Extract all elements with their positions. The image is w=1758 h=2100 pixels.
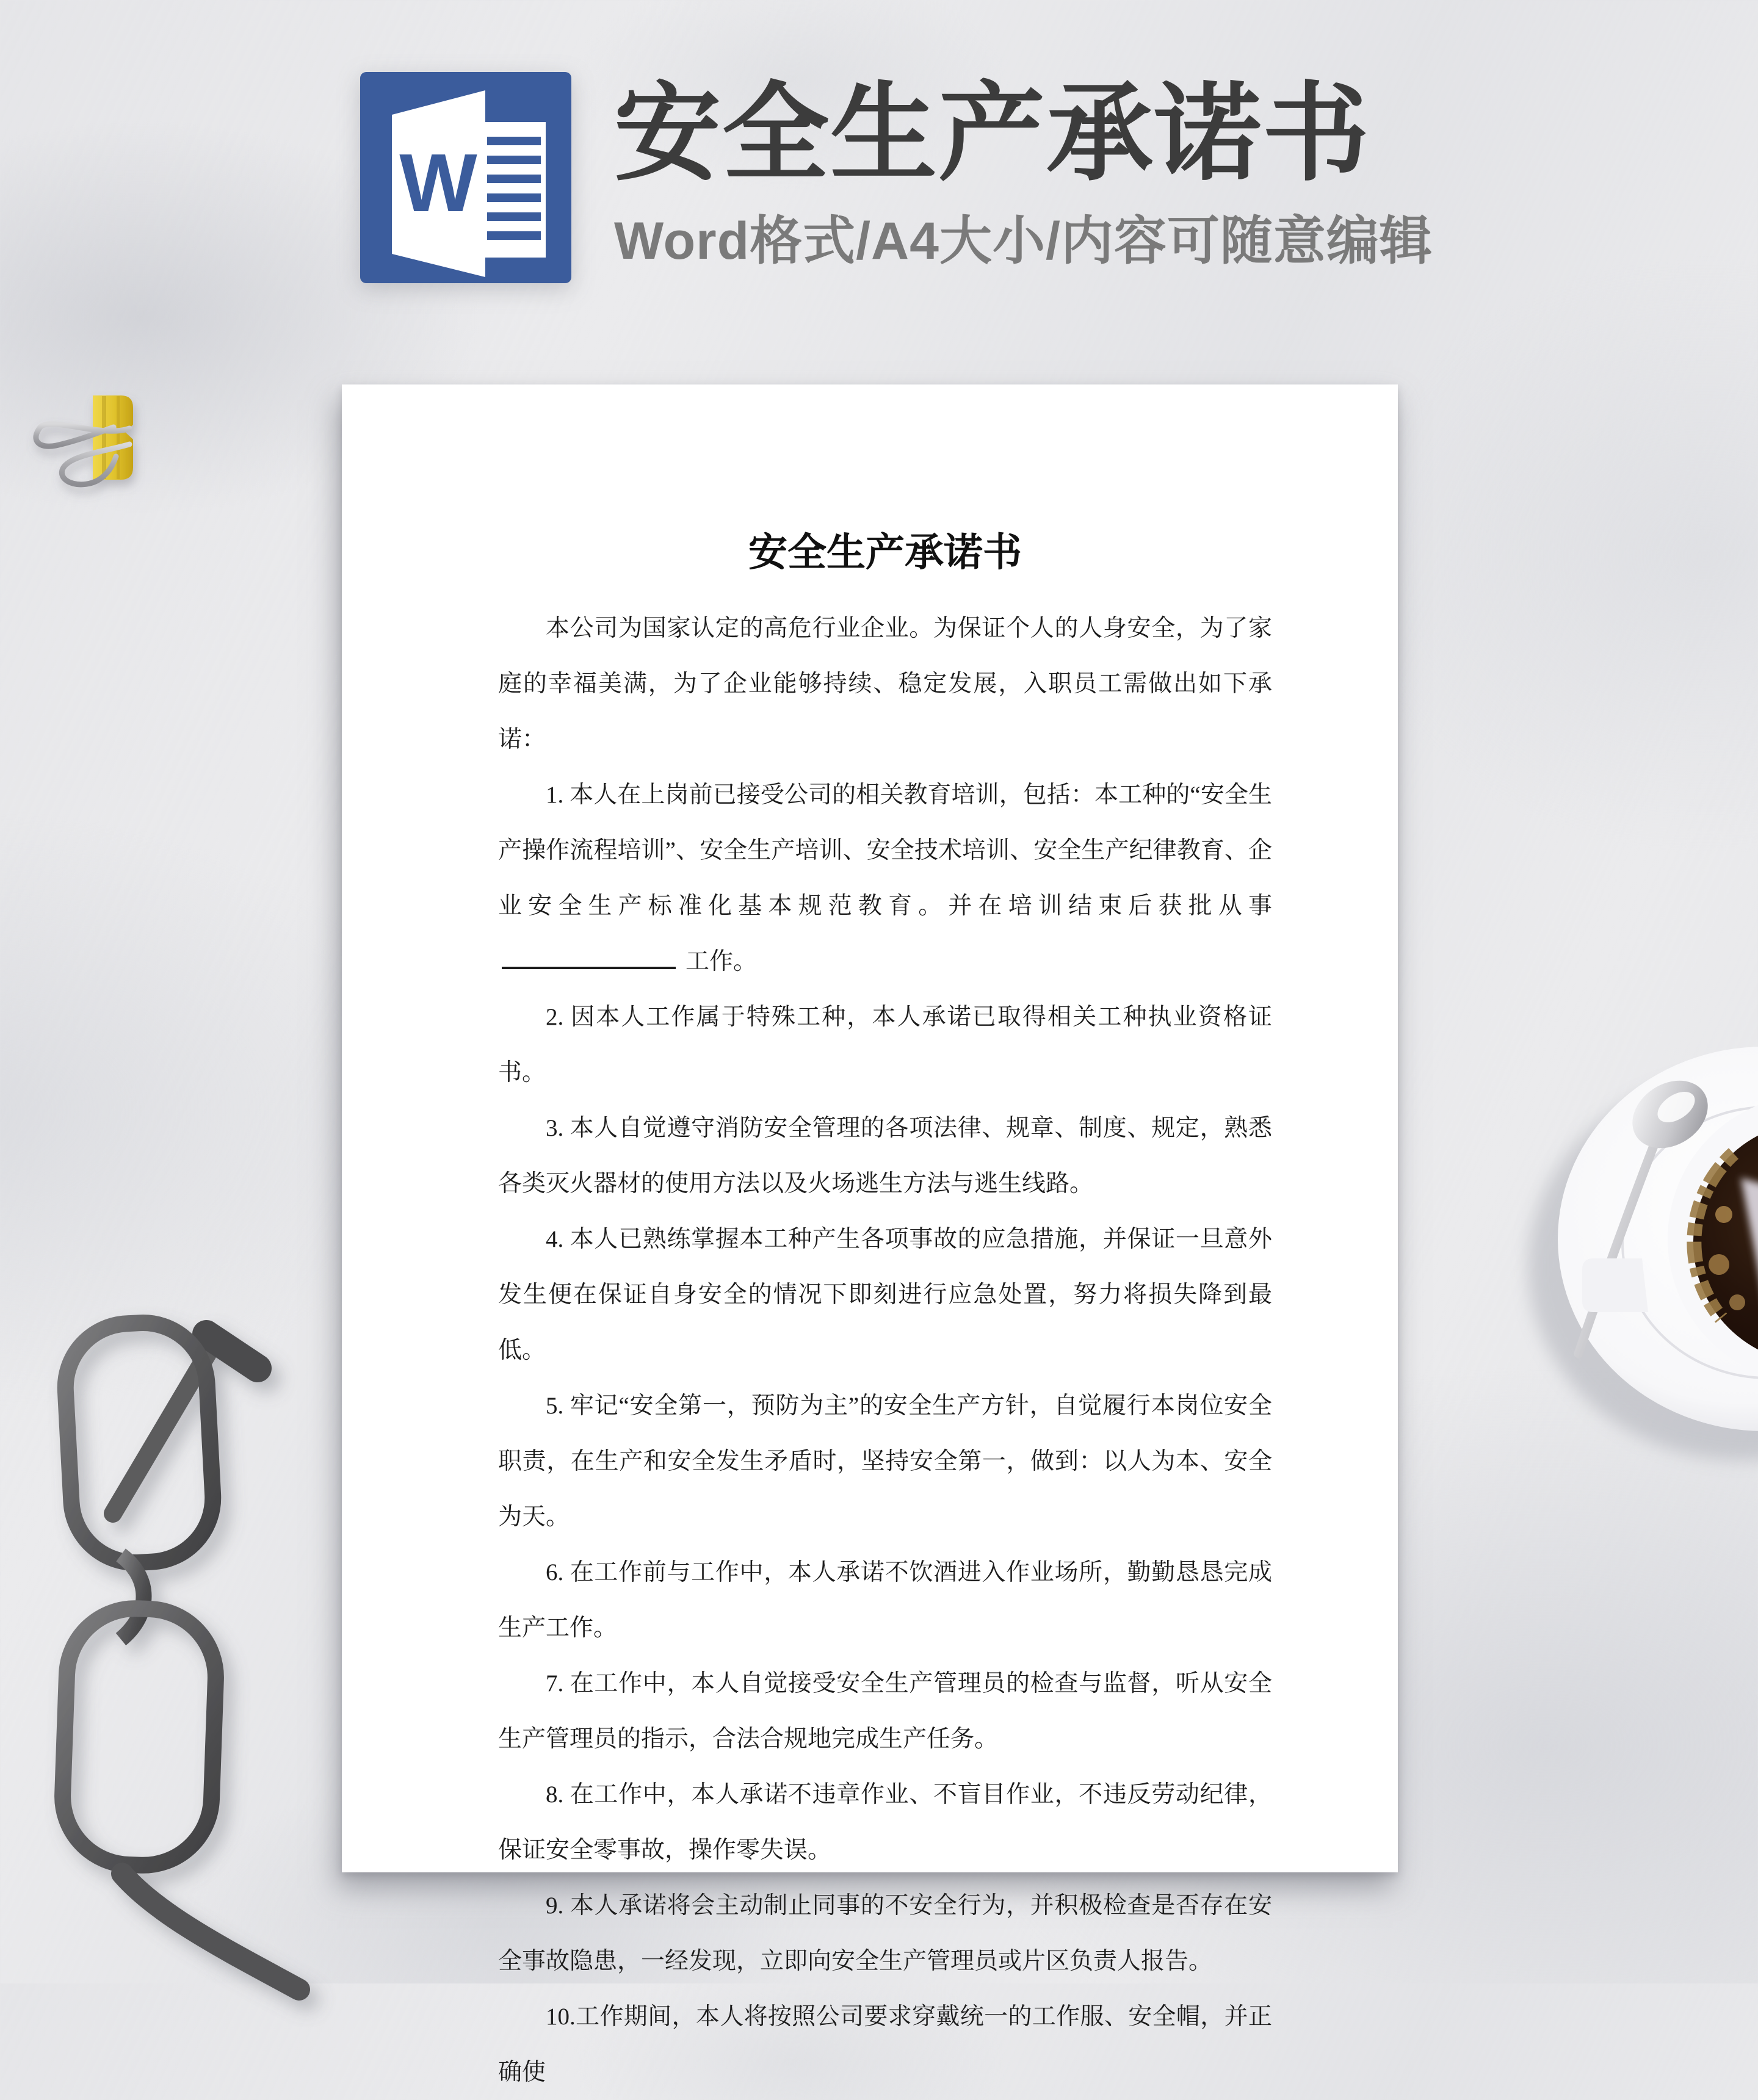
paragraph: 5. 牢记“安全第一，预防为主”的安全生产方针，自觉履行本岗位安全职责，在生产和安全发生矛盾时，坚持安全第一，做到：以人为本、安全为天。 [498,1393,1272,1530]
paragraph: 4. 本人已熟练掌握本工种产生各项事故的应急措施，并保证一旦意外发生便在保证自身安全的情况下即刻进行应急处置，努力将损失降到最低。 [498,1226,1272,1363]
promo-text-block [614,72,1433,270]
paragraph: 7. 在工作中，本人自觉接受安全生产管理员的检查与监督，听从安全生产管理员的指示，合法合规地完成生产任务。 [498,1670,1272,1752]
paragraph: 3. 本人自觉遵守消防安全管理的各项法律、规章、制度、规定，熟悉各类灭火器材的使用方法以及火场逃生方法与逃生线路。 [498,1115,1272,1197]
word-icon-letter: W [399,137,477,229]
promo-title: 安全生产承诺书 [614,74,1370,193]
paragraph: 6. 在工作前与工作中，本人承诺不饮酒进入作业场所，勤勤恳恳完成生产工作。 [498,1559,1272,1641]
paragraph: 本公司为国家认定的高危行业企业。为保证个人的人身安全，为了家庭的幸福美满，为了企业能够持续、稳定发展，入职员工需做出如下承诺： [498,615,1272,752]
fill-in-blank [502,945,676,969]
promo-subtitle: Word格式/A4大小/内容可随意编辑 [614,211,1433,270]
document-body [498,601,1272,2100]
word-icon [360,72,571,283]
paragraph: 1. 本人在上岗前已接受公司的相关教育培训，包括：本工种的“安全生产操作流程培训”、安全生产培训、安全技术培训、安全生产纪律教育、企业安全生产标准化基本规范教育。并在培训结束后获批从事工作。 [498,782,1272,975]
glasses-image [49,1269,293,1983]
document-title: 安全生产承诺书 [748,531,1022,574]
paragraph: 8. 在工作中，本人承诺不违章作业、不盲目作业，不违反劳动纪律，保证安全零事故，操作零失误。 [498,1781,1272,1863]
paragraph: 2. 因本人工作属于特殊工种，本人承诺已取得相关工种执业资格证书。 [498,1004,1272,1086]
paragraph: 9. 本人承诺将会主动制止同事的不安全行为，并积极检查是否存在安全事故隐患，一经发现，立即向安全生产管理员或片区负责人报告。 [498,1893,1272,1974]
binder-clip-image [24,366,168,510]
coffee-cup-image [1550,1031,1758,1459]
document-page [342,384,1398,2085]
promo-header [360,72,1433,283]
paragraph: 10.工作期间，本人将按照公司要求穿戴统一的工作服、安全帽，并正确使 [498,2004,1272,2085]
